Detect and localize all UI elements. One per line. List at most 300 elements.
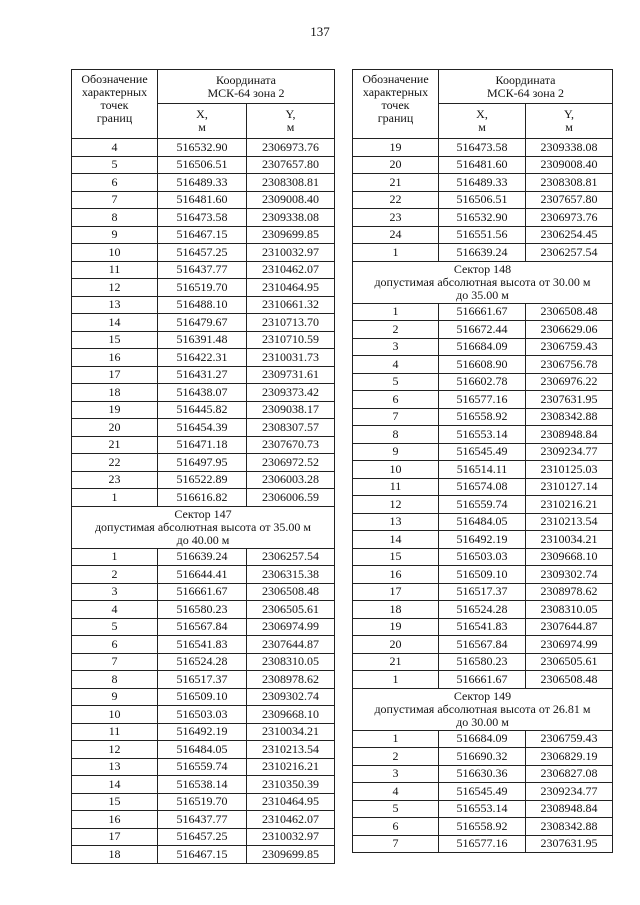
y-coordinate: 2310464.95 <box>247 279 335 297</box>
x-coordinate: 516524.28 <box>439 601 526 619</box>
table-row <box>353 191 613 209</box>
y-coordinate: 2309008.40 <box>526 156 613 174</box>
table-row <box>72 296 335 314</box>
y-coordinate: 2306505.61 <box>247 601 335 619</box>
table-row <box>353 765 613 783</box>
point-number: 14 <box>72 314 158 332</box>
y-coordinate: 2309234.77 <box>526 443 613 461</box>
x-coordinate: 516509.10 <box>158 688 247 706</box>
point-number: 20 <box>353 636 439 654</box>
table-row <box>72 566 335 584</box>
y-coordinate: 2307657.80 <box>247 156 335 174</box>
table-row <box>72 688 335 706</box>
y-coordinate: 2309699.85 <box>247 226 335 244</box>
y-coordinate: 2307670.73 <box>247 436 335 454</box>
y-coordinate: 2306829.19 <box>526 748 613 766</box>
table-row <box>353 566 613 584</box>
point-number: 19 <box>353 139 439 157</box>
y-coordinate: 2310350.39 <box>247 776 335 794</box>
point-number: 10 <box>72 706 158 724</box>
point-number: 7 <box>353 408 439 426</box>
table-row <box>353 338 613 356</box>
point-number: 11 <box>353 478 439 496</box>
point-number: 1 <box>353 730 439 748</box>
point-number: 15 <box>72 331 158 349</box>
table-body-left <box>72 139 335 864</box>
table-row <box>353 226 613 244</box>
table-row <box>353 356 613 374</box>
y-coordinate: 2307631.95 <box>526 835 613 853</box>
table-row <box>353 496 613 514</box>
y-coordinate: 2306006.59 <box>247 489 335 507</box>
x-coordinate: 516541.83 <box>158 636 247 654</box>
table-row <box>353 174 613 192</box>
table-row <box>353 618 613 636</box>
y-coordinate: 2310462.07 <box>247 261 335 279</box>
x-coordinate: 516551.56 <box>439 226 526 244</box>
table-row <box>72 401 335 419</box>
y-coordinate: 2308948.84 <box>526 426 613 444</box>
table-row <box>72 261 335 279</box>
table-row <box>72 174 335 192</box>
y-coordinate: 2309338.08 <box>526 139 613 157</box>
x-coordinate: 516558.92 <box>439 818 526 836</box>
coordinates-table-right <box>352 69 613 853</box>
y-coordinate: 2309234.77 <box>526 783 613 801</box>
header-point-label <box>72 70 158 139</box>
x-coordinate: 516538.14 <box>158 776 247 794</box>
y-coordinate: 2306973.76 <box>247 139 335 157</box>
header-coordinate-title <box>158 70 335 104</box>
sector-height-text: допустимая абсолютная высота от 35.00 м <box>94 519 312 534</box>
y-coordinate: 2308308.81 <box>247 174 335 192</box>
header-y <box>247 104 335 139</box>
point-number: 12 <box>72 279 158 297</box>
table-row <box>72 811 335 829</box>
table-row <box>72 419 335 437</box>
header-x <box>158 104 247 139</box>
y-coordinate: 2310127.14 <box>526 478 613 496</box>
table-row <box>353 321 613 339</box>
x-coordinate: 516391.48 <box>158 331 247 349</box>
x-coordinate: 516437.77 <box>158 811 247 829</box>
y-coordinate: 2307644.87 <box>526 618 613 636</box>
table-row <box>353 426 613 444</box>
table-row <box>72 191 335 209</box>
point-number: 15 <box>72 793 158 811</box>
point-number: 6 <box>353 818 439 836</box>
table-row <box>353 156 613 174</box>
point-number: 21 <box>353 174 439 192</box>
y-coordinate: 2308310.05 <box>526 601 613 619</box>
table-row <box>72 209 335 227</box>
x-coordinate: 516684.09 <box>439 730 526 748</box>
point-number: 18 <box>72 846 158 864</box>
header-coord-line: Координата <box>216 72 276 87</box>
y-coordinate: 2309668.10 <box>526 548 613 566</box>
x-coordinate: 516471.18 <box>158 436 247 454</box>
point-number: 15 <box>353 548 439 566</box>
table-row <box>72 758 335 776</box>
table-row <box>353 818 613 836</box>
header-label-line: характерных <box>81 85 148 99</box>
sector-height-text: допустимая абсолютная высота от 30.00 м <box>374 274 591 289</box>
x-coordinate: 516457.25 <box>158 244 247 262</box>
point-number: 7 <box>72 191 158 209</box>
y-coordinate: 2309668.10 <box>247 706 335 724</box>
header-label-line: границ <box>96 111 133 125</box>
x-coordinate: 516522.89 <box>158 471 247 489</box>
y-coordinate: 2310034.21 <box>526 531 613 549</box>
point-number: 1 <box>353 244 439 262</box>
point-number: 17 <box>72 828 158 846</box>
point-number: 21 <box>72 436 158 454</box>
point-number: 5 <box>353 800 439 818</box>
x-coordinate: 516431.27 <box>158 366 247 384</box>
table-row <box>353 531 613 549</box>
point-number: 11 <box>72 261 158 279</box>
sector-title: Сектор 147 <box>174 506 232 521</box>
header-x <box>439 104 526 139</box>
y-coordinate: 2310216.21 <box>526 496 613 514</box>
point-number: 1 <box>353 303 439 321</box>
header-x-unit: м <box>198 120 206 134</box>
x-coordinate: 516422.31 <box>158 349 247 367</box>
x-coordinate: 516661.67 <box>439 671 526 689</box>
x-coordinate: 516661.67 <box>158 583 247 601</box>
table-row <box>72 366 335 384</box>
x-coordinate: 516506.51 <box>439 191 526 209</box>
table-row <box>353 461 613 479</box>
x-coordinate: 516559.74 <box>439 496 526 514</box>
point-number: 16 <box>353 566 439 584</box>
x-coordinate: 516479.67 <box>158 314 247 332</box>
table-row <box>353 548 613 566</box>
y-coordinate: 2308342.88 <box>526 408 613 426</box>
y-coordinate: 2310125.03 <box>526 461 613 479</box>
table-row <box>72 548 335 566</box>
header-label-line: точек <box>381 98 410 112</box>
table-row <box>72 793 335 811</box>
point-number: 6 <box>353 391 439 409</box>
table-row <box>353 443 613 461</box>
table-row <box>353 391 613 409</box>
x-coordinate: 516437.77 <box>158 261 247 279</box>
table-row <box>72 331 335 349</box>
header-label-line: характерных <box>362 85 429 99</box>
x-coordinate: 516489.33 <box>439 174 526 192</box>
header-label-line: Обозначение <box>362 72 429 86</box>
table-row <box>72 349 335 367</box>
x-coordinate: 516567.84 <box>158 618 247 636</box>
table-row <box>72 454 335 472</box>
table-row <box>353 303 613 321</box>
point-number: 3 <box>353 765 439 783</box>
x-coordinate: 516484.05 <box>439 513 526 531</box>
sector-height-text: допустимая абсолютная высота от 26.81 м <box>374 701 591 716</box>
x-coordinate: 516545.49 <box>439 783 526 801</box>
y-coordinate: 2307657.80 <box>526 191 613 209</box>
table-row <box>353 478 613 496</box>
y-coordinate: 2306257.54 <box>526 244 613 262</box>
y-coordinate: 2307631.95 <box>526 391 613 409</box>
x-coordinate: 516503.03 <box>158 706 247 724</box>
point-number: 10 <box>353 461 439 479</box>
x-coordinate: 516608.90 <box>439 356 526 374</box>
coordinates-table-left <box>71 69 335 864</box>
point-number: 16 <box>72 811 158 829</box>
table-row <box>72 156 335 174</box>
point-number: 1 <box>353 671 439 689</box>
header-y-unit: м <box>565 120 573 134</box>
point-number: 6 <box>72 636 158 654</box>
table-row <box>72 436 335 454</box>
x-coordinate: 516514.11 <box>439 461 526 479</box>
point-number: 20 <box>353 156 439 174</box>
table-row <box>72 139 335 157</box>
y-coordinate: 2310462.07 <box>247 811 335 829</box>
x-coordinate: 516517.37 <box>158 671 247 689</box>
x-coordinate: 516517.37 <box>439 583 526 601</box>
point-number: 2 <box>72 566 158 584</box>
point-number: 2 <box>353 748 439 766</box>
y-coordinate: 2310661.32 <box>247 296 335 314</box>
point-number: 19 <box>72 401 158 419</box>
y-coordinate: 2306972.52 <box>247 454 335 472</box>
point-number: 4 <box>353 356 439 374</box>
point-number: 7 <box>72 653 158 671</box>
x-coordinate: 516661.67 <box>439 303 526 321</box>
table-row <box>72 706 335 724</box>
point-number: 22 <box>72 454 158 472</box>
x-coordinate: 516519.70 <box>158 279 247 297</box>
point-number: 10 <box>72 244 158 262</box>
page-number: 137 <box>310 24 330 39</box>
table-row <box>72 314 335 332</box>
table-row <box>72 489 335 507</box>
header-x-name: X, <box>196 107 208 121</box>
point-number: 14 <box>72 776 158 794</box>
point-number: 8 <box>353 426 439 444</box>
y-coordinate: 2306257.54 <box>247 548 335 566</box>
sector-title: Сектор 148 <box>453 261 512 276</box>
header-point-label <box>353 70 439 139</box>
y-coordinate: 2306756.78 <box>526 356 613 374</box>
header-coord-line: Координата <box>495 72 556 87</box>
table-row <box>353 835 613 853</box>
table-row <box>353 408 613 426</box>
point-number: 20 <box>72 419 158 437</box>
point-number: 17 <box>353 583 439 601</box>
table-row <box>353 671 613 689</box>
x-coordinate: 516541.83 <box>439 618 526 636</box>
y-coordinate: 2310034.21 <box>247 723 335 741</box>
point-number: 19 <box>353 618 439 636</box>
point-number: 14 <box>353 531 439 549</box>
sector-heading-row <box>353 261 613 303</box>
table-row <box>353 636 613 654</box>
table-row <box>72 723 335 741</box>
header-label-line: точек <box>100 98 129 112</box>
point-number: 5 <box>353 373 439 391</box>
y-coordinate: 2308307.57 <box>247 419 335 437</box>
sector-height-text: до 35.00 м <box>456 287 509 302</box>
y-coordinate: 2306254.45 <box>526 226 613 244</box>
point-number: 13 <box>72 758 158 776</box>
y-coordinate: 2310032.97 <box>247 244 335 262</box>
x-coordinate: 516532.90 <box>439 209 526 227</box>
y-coordinate: 2308948.84 <box>526 800 613 818</box>
x-coordinate: 516553.14 <box>439 800 526 818</box>
y-coordinate: 2306974.99 <box>526 636 613 654</box>
table-row <box>72 776 335 794</box>
header-coord-line: МСК-64 зона 2 <box>486 85 565 100</box>
sector-height-text: до 30.00 м <box>456 714 509 729</box>
y-coordinate: 2306508.48 <box>247 583 335 601</box>
y-coordinate: 2306315.38 <box>247 566 335 584</box>
x-coordinate: 516545.49 <box>439 443 526 461</box>
header-label-line: границ <box>377 111 414 125</box>
x-coordinate: 516506.51 <box>158 156 247 174</box>
x-coordinate: 516690.32 <box>439 748 526 766</box>
point-number: 3 <box>353 338 439 356</box>
table-body-right <box>353 139 613 853</box>
table-row <box>72 671 335 689</box>
sector-height-text: до 40.00 м <box>176 532 230 547</box>
table-row <box>72 636 335 654</box>
table-row <box>72 384 335 402</box>
y-coordinate: 2310710.59 <box>247 331 335 349</box>
sector-heading-row <box>353 688 613 730</box>
point-number: 9 <box>72 688 158 706</box>
point-number: 5 <box>72 156 158 174</box>
y-coordinate: 2307644.87 <box>247 636 335 654</box>
y-coordinate: 2306003.28 <box>247 471 335 489</box>
header-coordinate-title <box>439 70 613 104</box>
point-number: 9 <box>353 443 439 461</box>
x-coordinate: 516639.24 <box>158 548 247 566</box>
point-number: 5 <box>72 618 158 636</box>
table-row <box>353 800 613 818</box>
y-coordinate: 2310031.73 <box>247 349 335 367</box>
header-y-unit: м <box>286 120 295 134</box>
table-row <box>72 471 335 489</box>
y-coordinate: 2306827.08 <box>526 765 613 783</box>
sector-heading <box>353 261 613 303</box>
x-coordinate: 516630.36 <box>439 765 526 783</box>
x-coordinate: 516577.16 <box>439 391 526 409</box>
point-number: 3 <box>72 583 158 601</box>
table-row <box>72 741 335 759</box>
table-row <box>353 209 613 227</box>
x-coordinate: 516445.82 <box>158 401 247 419</box>
point-number: 13 <box>353 513 439 531</box>
point-number: 1 <box>72 489 158 507</box>
point-number: 7 <box>353 835 439 853</box>
header-y-name: Y, <box>285 107 296 121</box>
y-coordinate: 2310213.54 <box>247 741 335 759</box>
point-number: 11 <box>72 723 158 741</box>
x-coordinate: 516467.15 <box>158 846 247 864</box>
point-number: 12 <box>72 741 158 759</box>
x-coordinate: 516639.24 <box>439 244 526 262</box>
x-coordinate: 516580.23 <box>158 601 247 619</box>
table-row <box>72 583 335 601</box>
x-coordinate: 516532.90 <box>158 139 247 157</box>
header-x-unit: м <box>478 120 486 134</box>
x-coordinate: 516684.09 <box>439 338 526 356</box>
table-row <box>353 730 613 748</box>
y-coordinate: 2309008.40 <box>247 191 335 209</box>
point-number: 16 <box>72 349 158 367</box>
table-row <box>353 583 613 601</box>
table-row <box>72 618 335 636</box>
point-number: 8 <box>72 671 158 689</box>
point-number: 9 <box>72 226 158 244</box>
table-row <box>72 601 335 619</box>
y-coordinate: 2306759.43 <box>526 338 613 356</box>
point-number: 8 <box>72 209 158 227</box>
y-coordinate: 2310216.21 <box>247 758 335 776</box>
x-coordinate: 516567.84 <box>439 636 526 654</box>
y-coordinate: 2306976.22 <box>526 373 613 391</box>
x-coordinate: 516492.19 <box>439 531 526 549</box>
table-row <box>72 244 335 262</box>
x-coordinate: 516580.23 <box>439 653 526 671</box>
x-coordinate: 516672.44 <box>439 321 526 339</box>
point-number: 1 <box>72 548 158 566</box>
header-coord-line: МСК-64 зона 2 <box>207 85 285 100</box>
point-number: 4 <box>72 601 158 619</box>
y-coordinate: 2308308.81 <box>526 174 613 192</box>
y-coordinate: 2310032.97 <box>247 828 335 846</box>
sector-heading-row <box>72 506 335 548</box>
table-row <box>72 846 335 864</box>
point-number: 18 <box>353 601 439 619</box>
table-row <box>72 653 335 671</box>
y-coordinate: 2309731.61 <box>247 366 335 384</box>
y-coordinate: 2308978.62 <box>526 583 613 601</box>
x-coordinate: 516519.70 <box>158 793 247 811</box>
point-number: 21 <box>353 653 439 671</box>
x-coordinate: 516509.10 <box>439 566 526 584</box>
x-coordinate: 516524.28 <box>158 653 247 671</box>
y-coordinate: 2309699.85 <box>247 846 335 864</box>
x-coordinate: 516457.25 <box>158 828 247 846</box>
x-coordinate: 516473.58 <box>439 139 526 157</box>
y-coordinate: 2308342.88 <box>526 818 613 836</box>
point-number: 4 <box>353 783 439 801</box>
sector-heading <box>353 688 613 730</box>
x-coordinate: 516489.33 <box>158 174 247 192</box>
y-coordinate: 2306629.06 <box>526 321 613 339</box>
y-coordinate: 2309373.42 <box>247 384 335 402</box>
x-coordinate: 516481.60 <box>439 156 526 174</box>
x-coordinate: 516481.60 <box>158 191 247 209</box>
point-number: 23 <box>72 471 158 489</box>
y-coordinate: 2306508.48 <box>526 671 613 689</box>
x-coordinate: 516574.08 <box>439 478 526 496</box>
y-coordinate: 2308978.62 <box>247 671 335 689</box>
x-coordinate: 516467.15 <box>158 226 247 244</box>
y-coordinate: 2309038.17 <box>247 401 335 419</box>
y-coordinate: 2309302.74 <box>247 688 335 706</box>
table-row <box>72 226 335 244</box>
header-y-name: Y, <box>563 107 575 121</box>
point-number: 6 <box>72 174 158 192</box>
sector-heading <box>72 506 335 548</box>
y-coordinate: 2310713.70 <box>247 314 335 332</box>
